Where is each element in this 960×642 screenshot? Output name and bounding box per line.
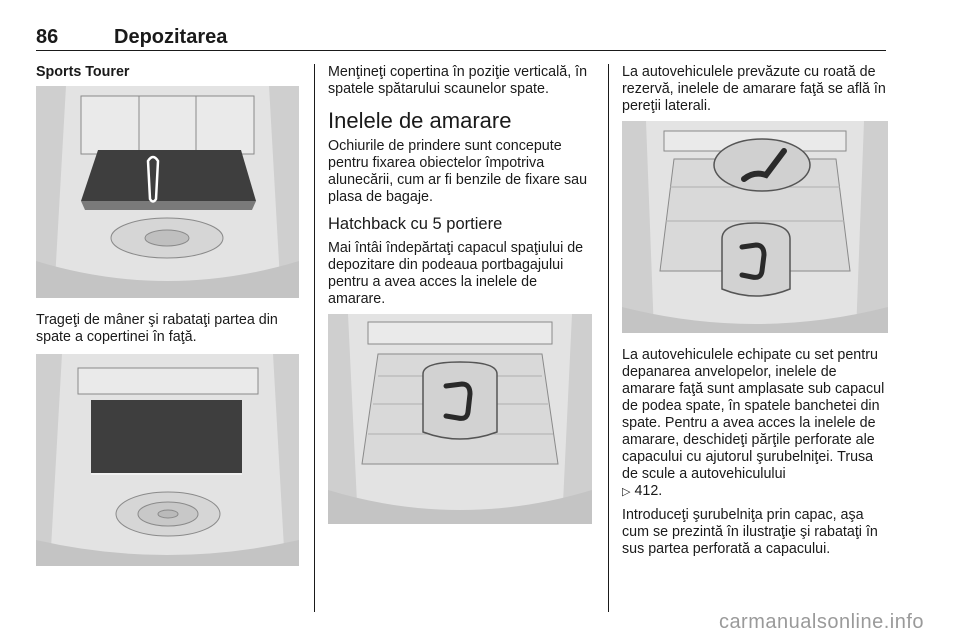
column-divider [314,64,315,612]
watermark: carmanualsonline.info [718,611,924,633]
col3-paragraph-2 [622,347,888,501]
col3-paragraph-1: La autovehiculele prevăzute cu roată de rezervă, inelele de amarare faţă se află în pereţii laterali. [622,64,886,114]
page-reference[interactable]: 412. [634,483,663,499]
page-header [36,24,886,51]
arrow-ref-icon[interactable]: ▷ [622,486,631,498]
col3-paragraph-3: Introduceţi şurubelniţa prin capac, aşa cum se prezintă în ilustraţie şi rabataţi în sus partea perforată a capacului. [622,507,878,557]
column-divider [608,64,609,612]
tire-repair-kit-illustration [622,121,888,333]
col3-paragraph-2-text: La autovehiculele echipate cu set pentru depanarea anvelopelor, inelele de amarare faţă sunt amplasate sub capacul de podea spate, în spatele banchetei din spate. Pentru a avea acces la inelele de amarare, deschideţi părţile perforate ale capacului cu ajutorul şurubelniţei. Trusa de scule a autovehiculului [622,347,885,482]
page-number: 86 [36,26,59,48]
chapter-title: Depozitarea [114,26,228,48]
col1-paragraph-1: Trageţi de mâner şi rabataţi partea din spate a copertinei în faţă. [36,312,278,345]
hatchback-tie-down-illustration [328,314,592,524]
sports-tourer-folded-cover-illustration [36,354,299,566]
sports-tourer-cover-illustration [36,86,299,298]
column-3 [622,64,888,564]
col2-paragraph-1: Menţineţi copertina în poziţie verticală, în spatele spătarului scaunelor spate. [328,64,588,97]
hatchback-heading: Hatchback cu 5 portiere [328,215,503,233]
column-2 [328,64,592,538]
col2-paragraph-2: Ochiurile de prindere sunt concepute pentru fixarea obiectelor împotriva alunecării, cum ar fi benzile de fixare sau plasa de bagaje. [328,138,588,205]
col2-paragraph-3: Mai întâi îndepărtaţi capacul spaţiului de depozitare din podeaua portbagajului pentru a avea acces la inelele de amarare. [328,240,584,307]
tie-down-rings-heading: Inelele de amarare [328,108,512,133]
column-1 [36,64,299,580]
sports-tourer-heading: Sports Tourer [36,64,130,80]
